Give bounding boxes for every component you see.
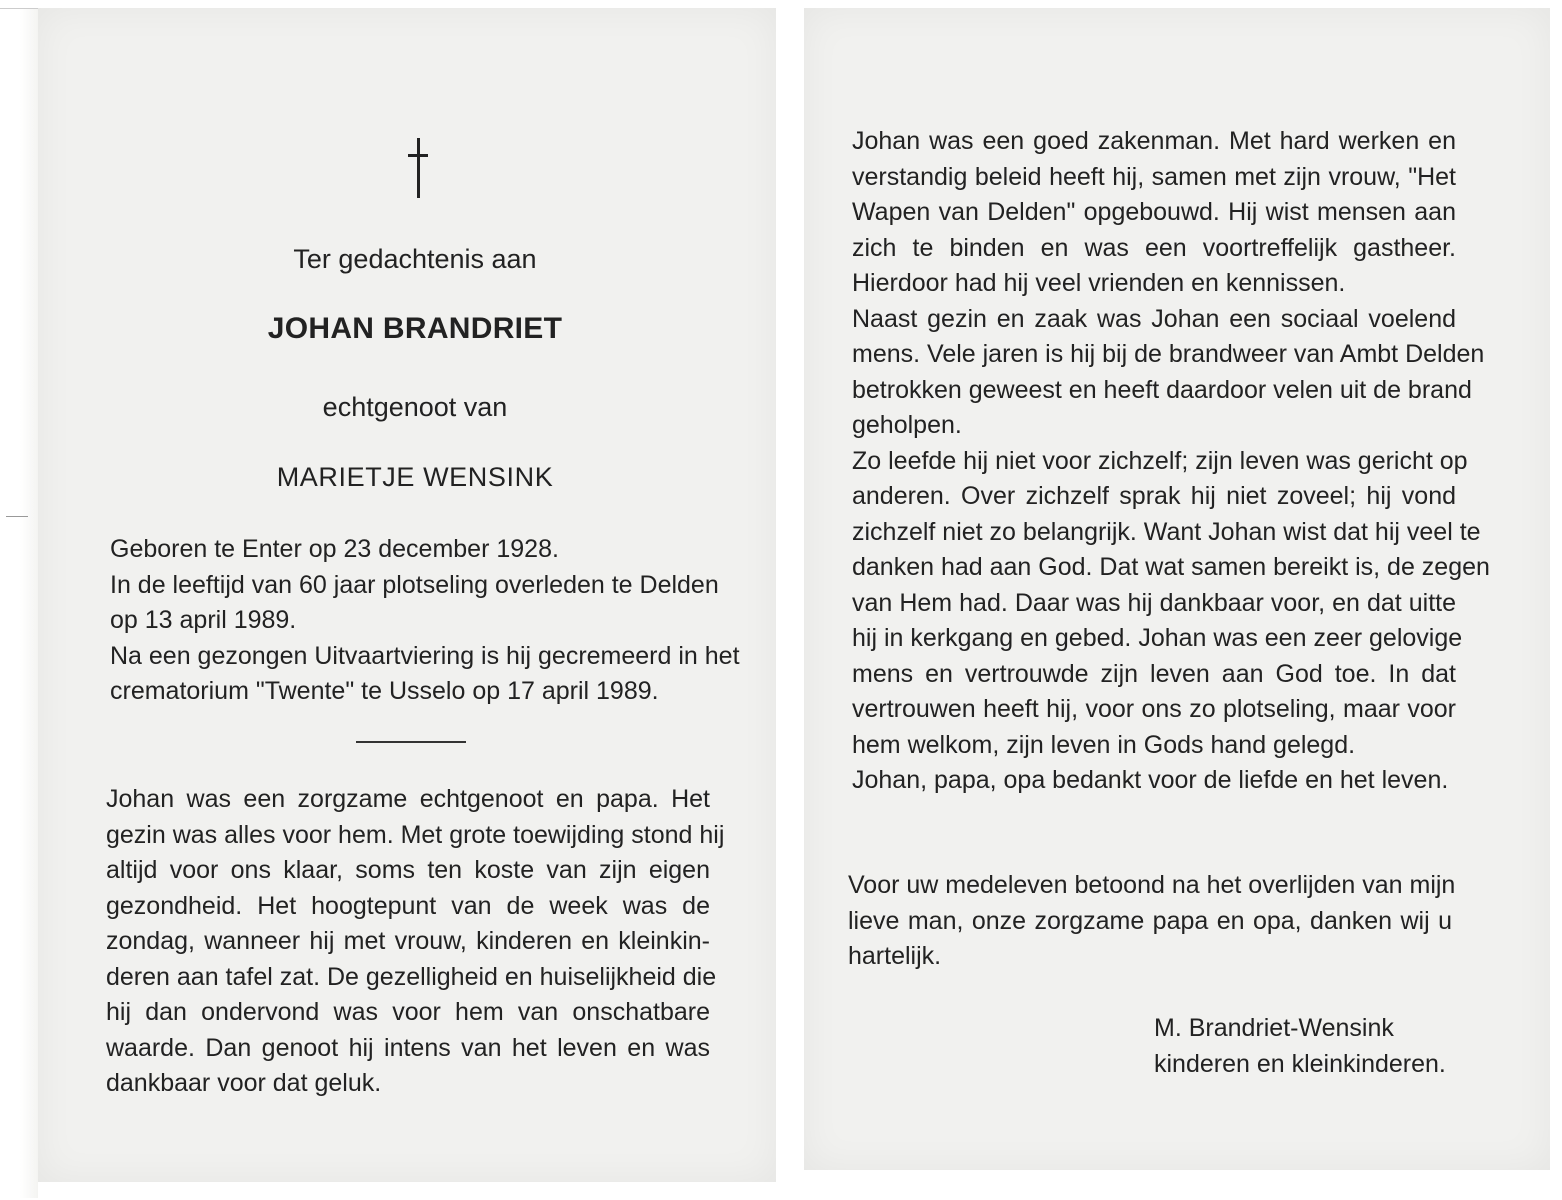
text-line: gezondheid. Het hoogtepunt van de week was de (106, 891, 710, 920)
detail-line: Na een gezongen Uitvaartviering is hij gecremeerd in het (110, 641, 740, 670)
thanks-paragraph (848, 868, 1456, 975)
signature-name: M. Brandriet-Wensink (1154, 1014, 1394, 1042)
text-line: Johan was een zorgzame echtgenoot en papa. Het (106, 785, 710, 813)
text-line: danken had aan God. Dat wat samen bereikt is, de zegen (852, 553, 1490, 581)
text-line: van Hem had. Daar was hij dankbaar voor, en dat uitte (852, 588, 1456, 617)
detail-line: crematorium "Twente" te Usselo op 17 april 1989. (110, 677, 659, 705)
text-line: zich te binden en was een voortreffelijk gastheer. (852, 233, 1456, 262)
text-line: Naast gezin en zaak was Johan een sociaal voelend (852, 304, 1456, 333)
text-line: hartelijk. (848, 942, 942, 970)
birth-death-details (110, 532, 740, 710)
text-line: Hierdoor had hij veel vrienden en kennissen. (852, 269, 1346, 297)
text-line: verstandig beleid heeft hij, samen met zijn vrouw, "Het (852, 162, 1456, 191)
text-line: Zo leefde hij niet voor zichzelf; zijn leven was gericht op (852, 446, 1468, 475)
text-line: waarde. Dan genoot hij intens van het leven en was (106, 1033, 710, 1062)
cross-icon (408, 138, 428, 198)
text-line: lieve man, onze zorgzame papa en opa, danken wij u (848, 906, 1452, 935)
text-line: deren aan tafel zat. De gezelligheid en huiselijkheid die (106, 962, 717, 991)
text-line: geholpen. (852, 411, 962, 439)
text-line: zondag, wanneer hij met vrouw, kinderen en kleinkin- (106, 927, 710, 955)
biography-paragraph (852, 124, 1490, 799)
spouse-name: MARIETJE WENSINK (276, 462, 554, 492)
detail-line: In de leeftijd van 60 jaar plotseling overleden te Delden (110, 570, 719, 599)
tribute-paragraph (106, 782, 725, 1102)
text-line: anderen. Over zichzelf sprak hij niet zoveel; hij vond (852, 482, 1456, 510)
text-line: hij in kerkgang en gebed. Johan was een zeer gelovige (852, 624, 1463, 652)
page-edge (0, 8, 38, 1198)
text-line: betrokken geweest en heeft daardoor velen uit de brand (852, 375, 1472, 404)
edge-line (0, 8, 38, 9)
text-line: dankbaar voor dat geluk. (106, 1069, 382, 1097)
text-line: Johan, papa, opa bedankt voor de liefde en het leven. (852, 766, 1449, 794)
text-line: mens en vertrouwde zijn leven aan God toe. In dat (852, 659, 1456, 688)
memorial-heading: Ter gedachtenis aan (293, 244, 537, 274)
relation-text: echtgenoot van (322, 392, 508, 422)
deceased-name: JOHAN BRANDRIET (267, 312, 563, 345)
text-line: hij dan ondervond was voor hem van onschatbare (106, 998, 710, 1026)
text-line: gezin was alles voor hem. Met grote toewijding stond hij (106, 820, 725, 849)
edge-mark (6, 516, 28, 517)
divider (356, 741, 466, 743)
text-line: mens. Vele jaren is hij bij de brandweer van Ambt Delden (852, 340, 1485, 368)
detail-line: op 13 april 1989. (110, 606, 297, 634)
text-line: Wapen van Delden" opgebouwd. Hij wist mensen aan (852, 198, 1456, 226)
text-line: altijd voor ons klaar, soms ten koste van zijn eigen (106, 856, 710, 884)
signature-family: kinderen en kleinkinderen. (1154, 1050, 1446, 1078)
text-line: Johan was een goed zakenman. Met hard werken en (852, 127, 1456, 155)
detail-line: Geboren te Enter op 23 december 1928. (110, 535, 559, 563)
text-line: zichzelf niet zo belangrijk. Want Johan wist dat hij veel te (852, 517, 1481, 546)
text-line: Voor uw medeleven betoond na het overlijden van mijn (848, 871, 1456, 899)
text-line: hem welkom, zijn leven in Gods hand gelegd. (852, 730, 1356, 759)
text-line: vertrouwen heeft hij, voor ons zo plotseling, maar voor (852, 695, 1456, 723)
